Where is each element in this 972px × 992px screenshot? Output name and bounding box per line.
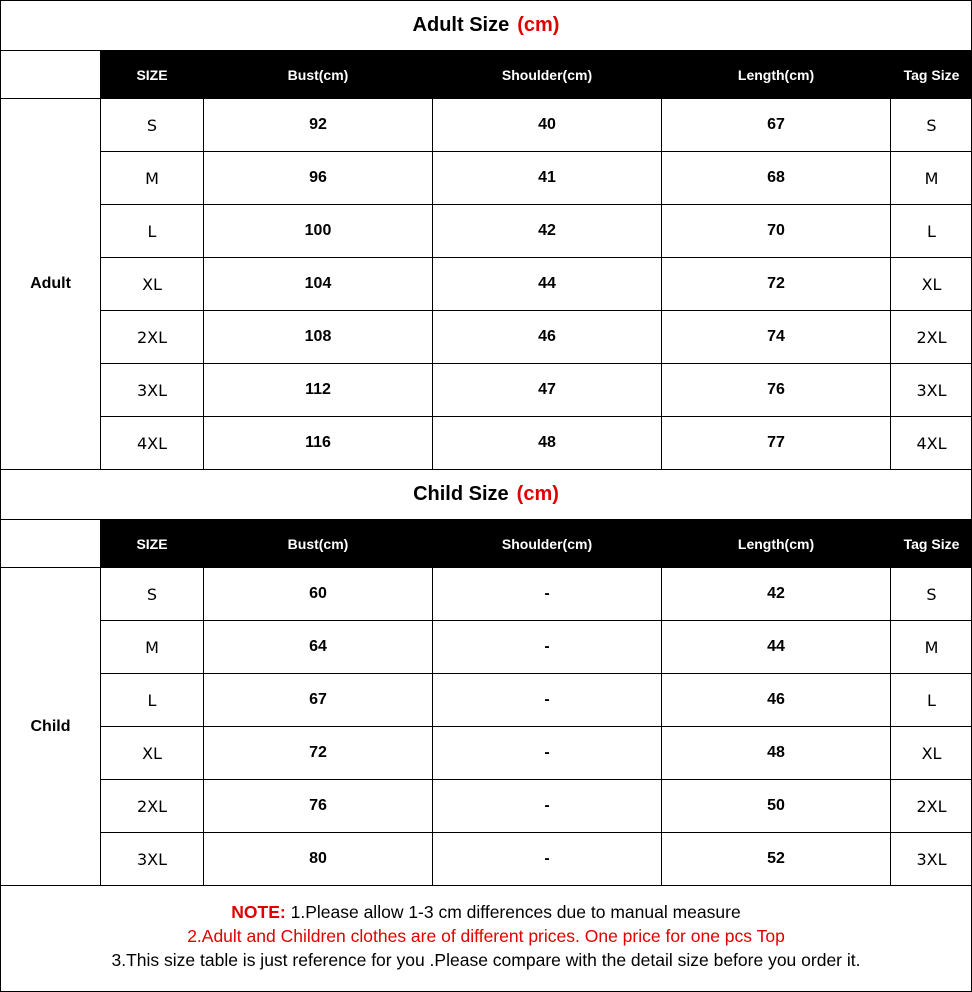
adult-table-cell: 4XL [101, 417, 204, 470]
child-column-header: Bust(cm) [204, 520, 433, 568]
child-table-row [1, 674, 972, 727]
child-title-text: Child Size [413, 483, 509, 505]
child-table-cell: 50 [662, 780, 891, 833]
adult-header-blank [1, 51, 101, 99]
note-line-1 [0, 900, 972, 924]
child-table-cell: - [433, 833, 662, 886]
adult-table-cell: 42 [433, 205, 662, 258]
adult-table-row [1, 364, 972, 417]
adult-column-header: Tag Size [891, 51, 972, 99]
child-table-cell: 80 [204, 833, 433, 886]
child-table-cell: S [101, 568, 204, 621]
child-table-row [1, 621, 972, 674]
note-line-2: 2.Adult and Children clothes are of different prices. One price for one pcs Top [187, 926, 785, 946]
note-label: NOTE: [231, 902, 286, 922]
adult-column-header: Shoulder(cm) [433, 51, 662, 99]
child-column-header: Tag Size [891, 520, 972, 568]
adult-table-cell: 104 [204, 258, 433, 311]
adult-table-cell: 46 [433, 311, 662, 364]
child-table-cell: L [101, 674, 204, 727]
adult-table-cell: 68 [662, 152, 891, 205]
child-table-row [1, 568, 972, 621]
adult-column-header: Bust(cm) [204, 51, 433, 99]
adult-table-cell: 2XL [891, 311, 972, 364]
adult-table-cell: 67 [662, 99, 891, 152]
child-table-cell: - [433, 674, 662, 727]
child-table-cell: 64 [204, 621, 433, 674]
adult-size-table [0, 50, 972, 470]
adult-table-cell: 77 [662, 417, 891, 470]
adult-table-cell: XL [101, 258, 204, 311]
adult-table-cell: 112 [204, 364, 433, 417]
child-table-cell: 3XL [891, 833, 972, 886]
note-line-3: 3.This size table is just reference for you .Please compare with the detail size before you order it. [111, 950, 861, 970]
adult-table-cell: S [891, 99, 972, 152]
notes-section [0, 900, 972, 972]
child-table-cell: 48 [662, 727, 891, 780]
adult-table-cell: L [101, 205, 204, 258]
child-column-header: Length(cm) [662, 520, 891, 568]
adult-size-title [0, 0, 972, 51]
adult-table-cell: 116 [204, 417, 433, 470]
child-table-cell: 52 [662, 833, 891, 886]
child-table-cell: XL [891, 727, 972, 780]
adult-table-cell: 4XL [891, 417, 972, 470]
adult-title-text: Adult Size [412, 14, 510, 36]
adult-table-cell: 3XL [101, 364, 204, 417]
child-title-unit: (cm) [516, 483, 559, 505]
child-table-row [1, 780, 972, 833]
child-table-cell: L [891, 674, 972, 727]
adult-table-cell: 96 [204, 152, 433, 205]
adult-table-row [1, 311, 972, 364]
adult-table-cell: 48 [433, 417, 662, 470]
child-column-header: SIZE [101, 520, 204, 568]
child-size-title [0, 469, 972, 520]
adult-table-cell: M [101, 152, 204, 205]
child-table-row [1, 727, 972, 780]
adult-table-cell: 41 [433, 152, 662, 205]
adult-table-row [1, 205, 972, 258]
adult-table-cell: 100 [204, 205, 433, 258]
child-table-row [1, 833, 972, 886]
adult-table-cell: 70 [662, 205, 891, 258]
child-table-cell: - [433, 621, 662, 674]
child-table-cell: 3XL [101, 833, 204, 886]
child-header-blank [1, 520, 101, 568]
child-table-cell: S [891, 568, 972, 621]
adult-table-cell: L [891, 205, 972, 258]
adult-table-cell: XL [891, 258, 972, 311]
adult-table-row [1, 152, 972, 205]
adult-table-cell: 76 [662, 364, 891, 417]
adult-table-cell: 3XL [891, 364, 972, 417]
child-table-cell: - [433, 727, 662, 780]
child-column-header: Shoulder(cm) [433, 520, 662, 568]
adult-group-label: Adult [1, 99, 101, 470]
note-text-1: 1.Please allow 1-3 cm differences due to manual measure [285, 902, 741, 922]
child-table-cell: - [433, 780, 662, 833]
child-table-cell: 2XL [101, 780, 204, 833]
child-table-cell: M [101, 621, 204, 674]
child-table-cell: 60 [204, 568, 433, 621]
adult-table-row [1, 99, 972, 152]
child-table-cell: M [891, 621, 972, 674]
child-table-cell: 46 [662, 674, 891, 727]
child-table-cell: 67 [204, 674, 433, 727]
child-table-cell: 42 [662, 568, 891, 621]
adult-table-cell: 40 [433, 99, 662, 152]
adult-table-cell: 108 [204, 311, 433, 364]
adult-table-cell: M [891, 152, 972, 205]
child-table-cell: 72 [204, 727, 433, 780]
adult-column-header: Length(cm) [662, 51, 891, 99]
adult-table-cell: 92 [204, 99, 433, 152]
adult-table-cell: 74 [662, 311, 891, 364]
adult-table-cell: 47 [433, 364, 662, 417]
adult-column-header: SIZE [101, 51, 204, 99]
child-table-cell: 76 [204, 780, 433, 833]
child-group-label: Child [1, 568, 101, 886]
adult-table-cell: 44 [433, 258, 662, 311]
child-table-cell: - [433, 568, 662, 621]
child-table-cell: 2XL [891, 780, 972, 833]
adult-table-cell: S [101, 99, 204, 152]
adult-table-row [1, 258, 972, 311]
child-size-table [0, 519, 972, 886]
child-table-cell: XL [101, 727, 204, 780]
adult-table-cell: 72 [662, 258, 891, 311]
adult-title-unit: (cm) [517, 14, 560, 36]
adult-table-cell: 2XL [101, 311, 204, 364]
child-table-cell: 44 [662, 621, 891, 674]
adult-table-row [1, 417, 972, 470]
